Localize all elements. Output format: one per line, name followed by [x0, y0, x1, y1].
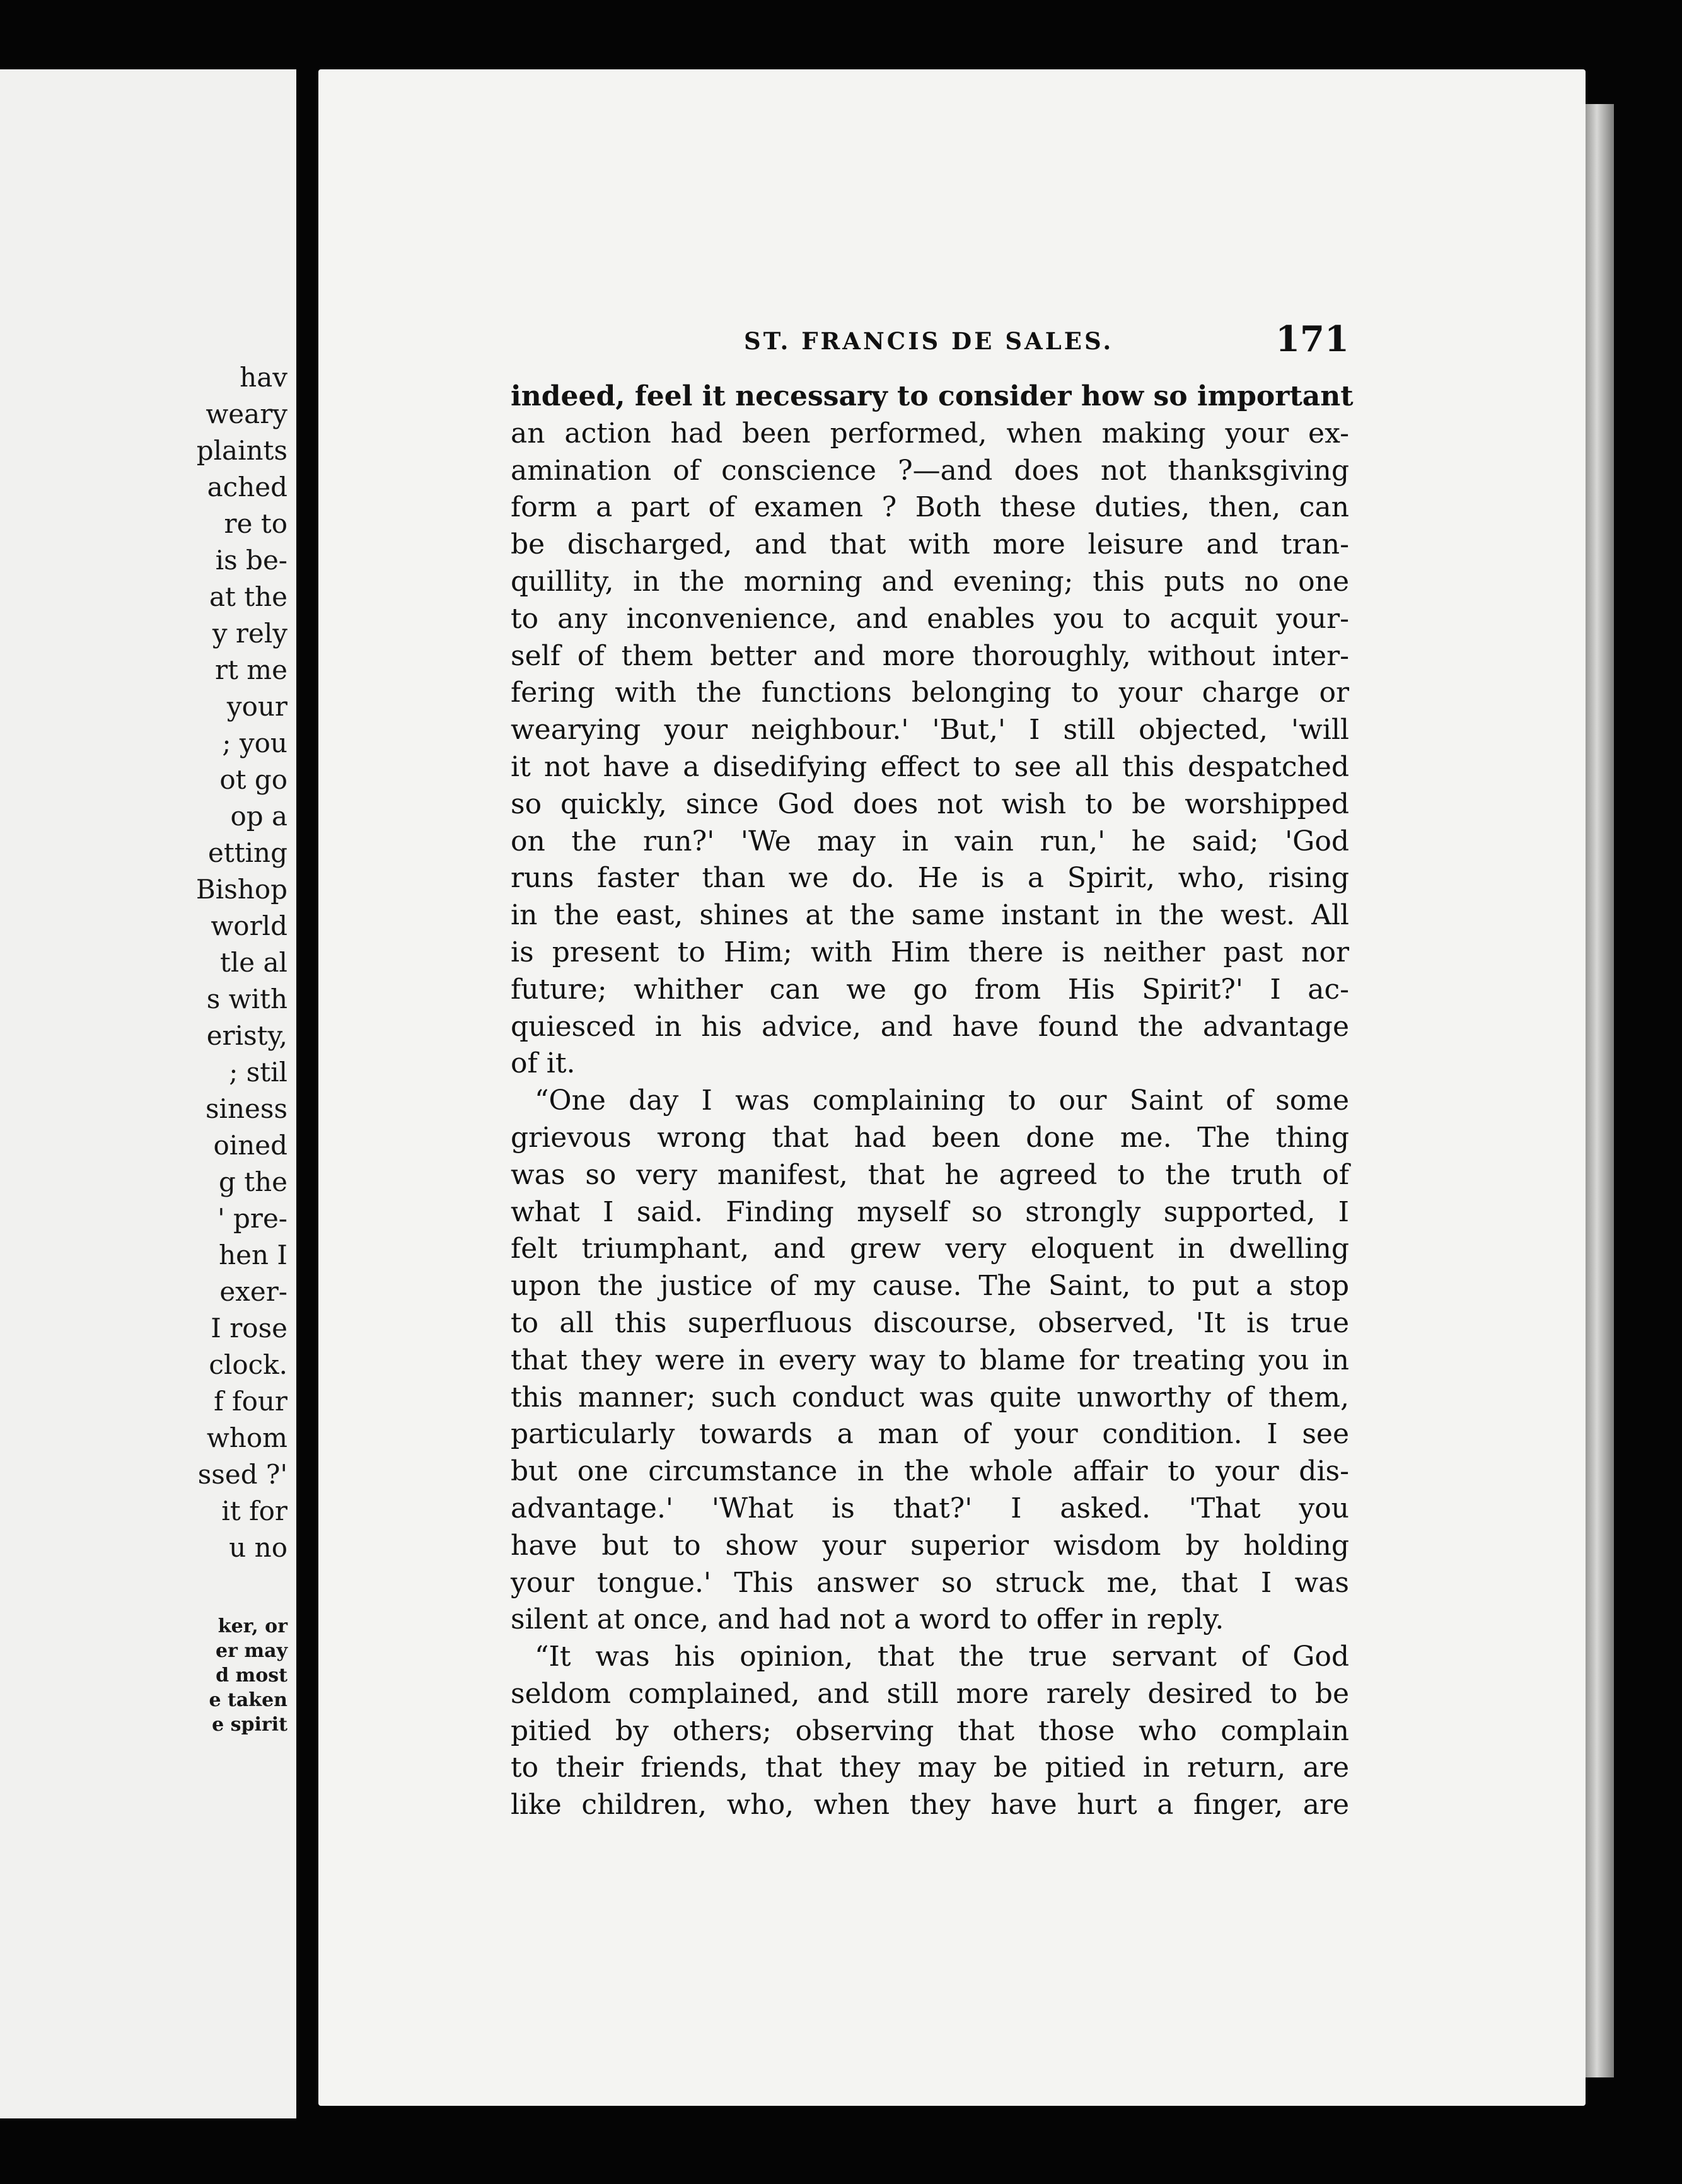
left-page-line: at the [209, 581, 287, 612]
text-line: your tongue.' This answer so struck me, that I was [511, 1566, 1349, 1599]
left-page-line: ; you [222, 728, 287, 758]
text-line: future; whither can we go from His Spirit?' I ac- [511, 973, 1349, 1006]
left-page-line: f four [214, 1386, 287, 1417]
left-page-line: whom [206, 1422, 287, 1453]
left-page-line: world [211, 910, 287, 941]
left-page-line: hav [240, 362, 287, 393]
text-line: have but to show your superior wisdom by holding [511, 1529, 1349, 1562]
text-line: quiesced in his advice, and have found the advantage [511, 1010, 1349, 1043]
text-line: but one circumstance in the whole affair to your dis- [511, 1455, 1349, 1488]
body-text [511, 378, 1354, 1824]
left-page-line: plaints [196, 435, 287, 466]
text-line: is present to Him; with Him there is neither past nor [511, 936, 1349, 968]
left-page-line: re to [224, 508, 287, 539]
left-page-line: u no [229, 1532, 287, 1563]
left-page-line: etting [208, 837, 287, 868]
left-page-line: y rely [212, 618, 287, 649]
left-page-footnotes [10, 1614, 287, 1737]
left-page-note-line: d most [216, 1664, 287, 1687]
left-page-line: rt me [215, 654, 287, 685]
text-line: to their friends, that they may be pitied in return, are [511, 1751, 1349, 1784]
left-page-line: ; stil [229, 1057, 287, 1088]
text-line: particularly towards a man of your condition. I see [511, 1418, 1349, 1451]
left-page-line: I rose [211, 1313, 287, 1344]
left-page-line: clock. [209, 1349, 287, 1380]
left-page-note-line: er may [216, 1640, 287, 1662]
left-page-fragment [0, 69, 296, 2118]
text-line: seldom complained, and still more rarely desired to be [511, 1677, 1349, 1710]
text-line: self of them better and more thoroughly, without inter- [511, 639, 1349, 672]
running-head: ST. FRANCIS DE SALES. [744, 327, 1114, 355]
text-line: silent at once, and had not a word to offer in reply. [511, 1603, 1224, 1636]
left-page-line: it for [221, 1496, 287, 1526]
left-page-line: exer- [219, 1276, 287, 1307]
left-page-line: s with [206, 984, 287, 1014]
text-line: “One day I was complaining to our Saint of some [535, 1084, 1349, 1117]
left-page-line: ssed ?' [197, 1459, 287, 1490]
text-line: fering with the functions belonging to your charge or [511, 677, 1349, 709]
text-line: what I said. Finding myself so strongly supported, I [511, 1195, 1349, 1228]
left-page-note-line: ker, or [218, 1615, 287, 1637]
left-page-note-line: e spirit [212, 1714, 287, 1736]
text-line: upon the justice of my cause. The Saint, to put a stop [511, 1270, 1349, 1303]
text-line: wearying your neighbour.' 'But,' I still objected, 'will [511, 714, 1349, 746]
text-line: form a part of examen ? Both these duties, then, can [511, 491, 1349, 524]
page-edge [1586, 104, 1614, 2077]
text-line: on the run?' 'We may in vain run,' he said; 'God [511, 825, 1349, 857]
left-page-line: ached [207, 472, 287, 502]
text-line: “It was his opinion, that the true servant of God [535, 1641, 1349, 1673]
text-line: this manner; such conduct was quite unworthy of them, [511, 1381, 1349, 1414]
text-line: to all this superfluous discourse, observed, 'It is true [511, 1306, 1349, 1339]
left-page-line: hen I [219, 1240, 287, 1270]
left-page-line: eristy, [206, 1020, 287, 1051]
left-page-line: siness [206, 1093, 287, 1124]
text-line: grievous wrong that had been done me. The thing [511, 1121, 1349, 1154]
left-page-line: ' pre- [218, 1203, 287, 1234]
text-line: in the east, shines at the same instant in the west. All [511, 899, 1349, 932]
text-line: an action had been performed, when making your ex- [511, 417, 1349, 450]
text-line: runs faster than we do. He is a Spirit, who, rising [511, 862, 1349, 895]
text-line: be discharged, and that with more leisure and tran- [511, 528, 1349, 561]
left-page-line: Bishop [195, 874, 287, 905]
text-line: quillity, in the morning and evening; this puts no one [511, 565, 1349, 598]
text-line: so quickly, since God does not wish to be worshipped [511, 787, 1349, 820]
left-page-line: tle al [220, 947, 287, 978]
text-line: of it. [511, 1047, 576, 1080]
text-line: amination of conscience ?—and does not thanksgiving [511, 454, 1349, 487]
text-line: advantage.' 'What is that?' I asked. 'That you [511, 1492, 1349, 1525]
left-page-line: is be- [215, 545, 287, 576]
page-number: 171 [1275, 318, 1349, 360]
text-line: felt triumphant, and grew very eloquent in dwelling [511, 1233, 1349, 1265]
text-line: indeed, feel it necessary to consider how so important [511, 380, 1354, 412]
left-page-text [10, 359, 287, 1566]
left-page-line: oined [213, 1130, 287, 1161]
left-page-line: op a [230, 801, 287, 832]
page-header [744, 318, 1349, 363]
left-page-line: ot go [219, 764, 287, 795]
text-line: that they were in every way to blame for treating you in [511, 1344, 1349, 1376]
left-page-line: weary [206, 398, 287, 429]
text-line: was so very manifest, that he agreed to the truth of [511, 1158, 1349, 1191]
text-line: pitied by others; observing that those who complain [511, 1714, 1349, 1747]
text-line: like children, who, when they have hurt a finger, are [511, 1789, 1349, 1821]
left-page-line: g the [218, 1166, 287, 1197]
left-page-line: your [226, 691, 287, 722]
text-line: to any inconvenience, and enables you to acquit your- [511, 602, 1349, 635]
left-page-note-line: e taken [209, 1689, 287, 1711]
text-line: it not have a disedifying effect to see all this despatched [511, 750, 1349, 783]
